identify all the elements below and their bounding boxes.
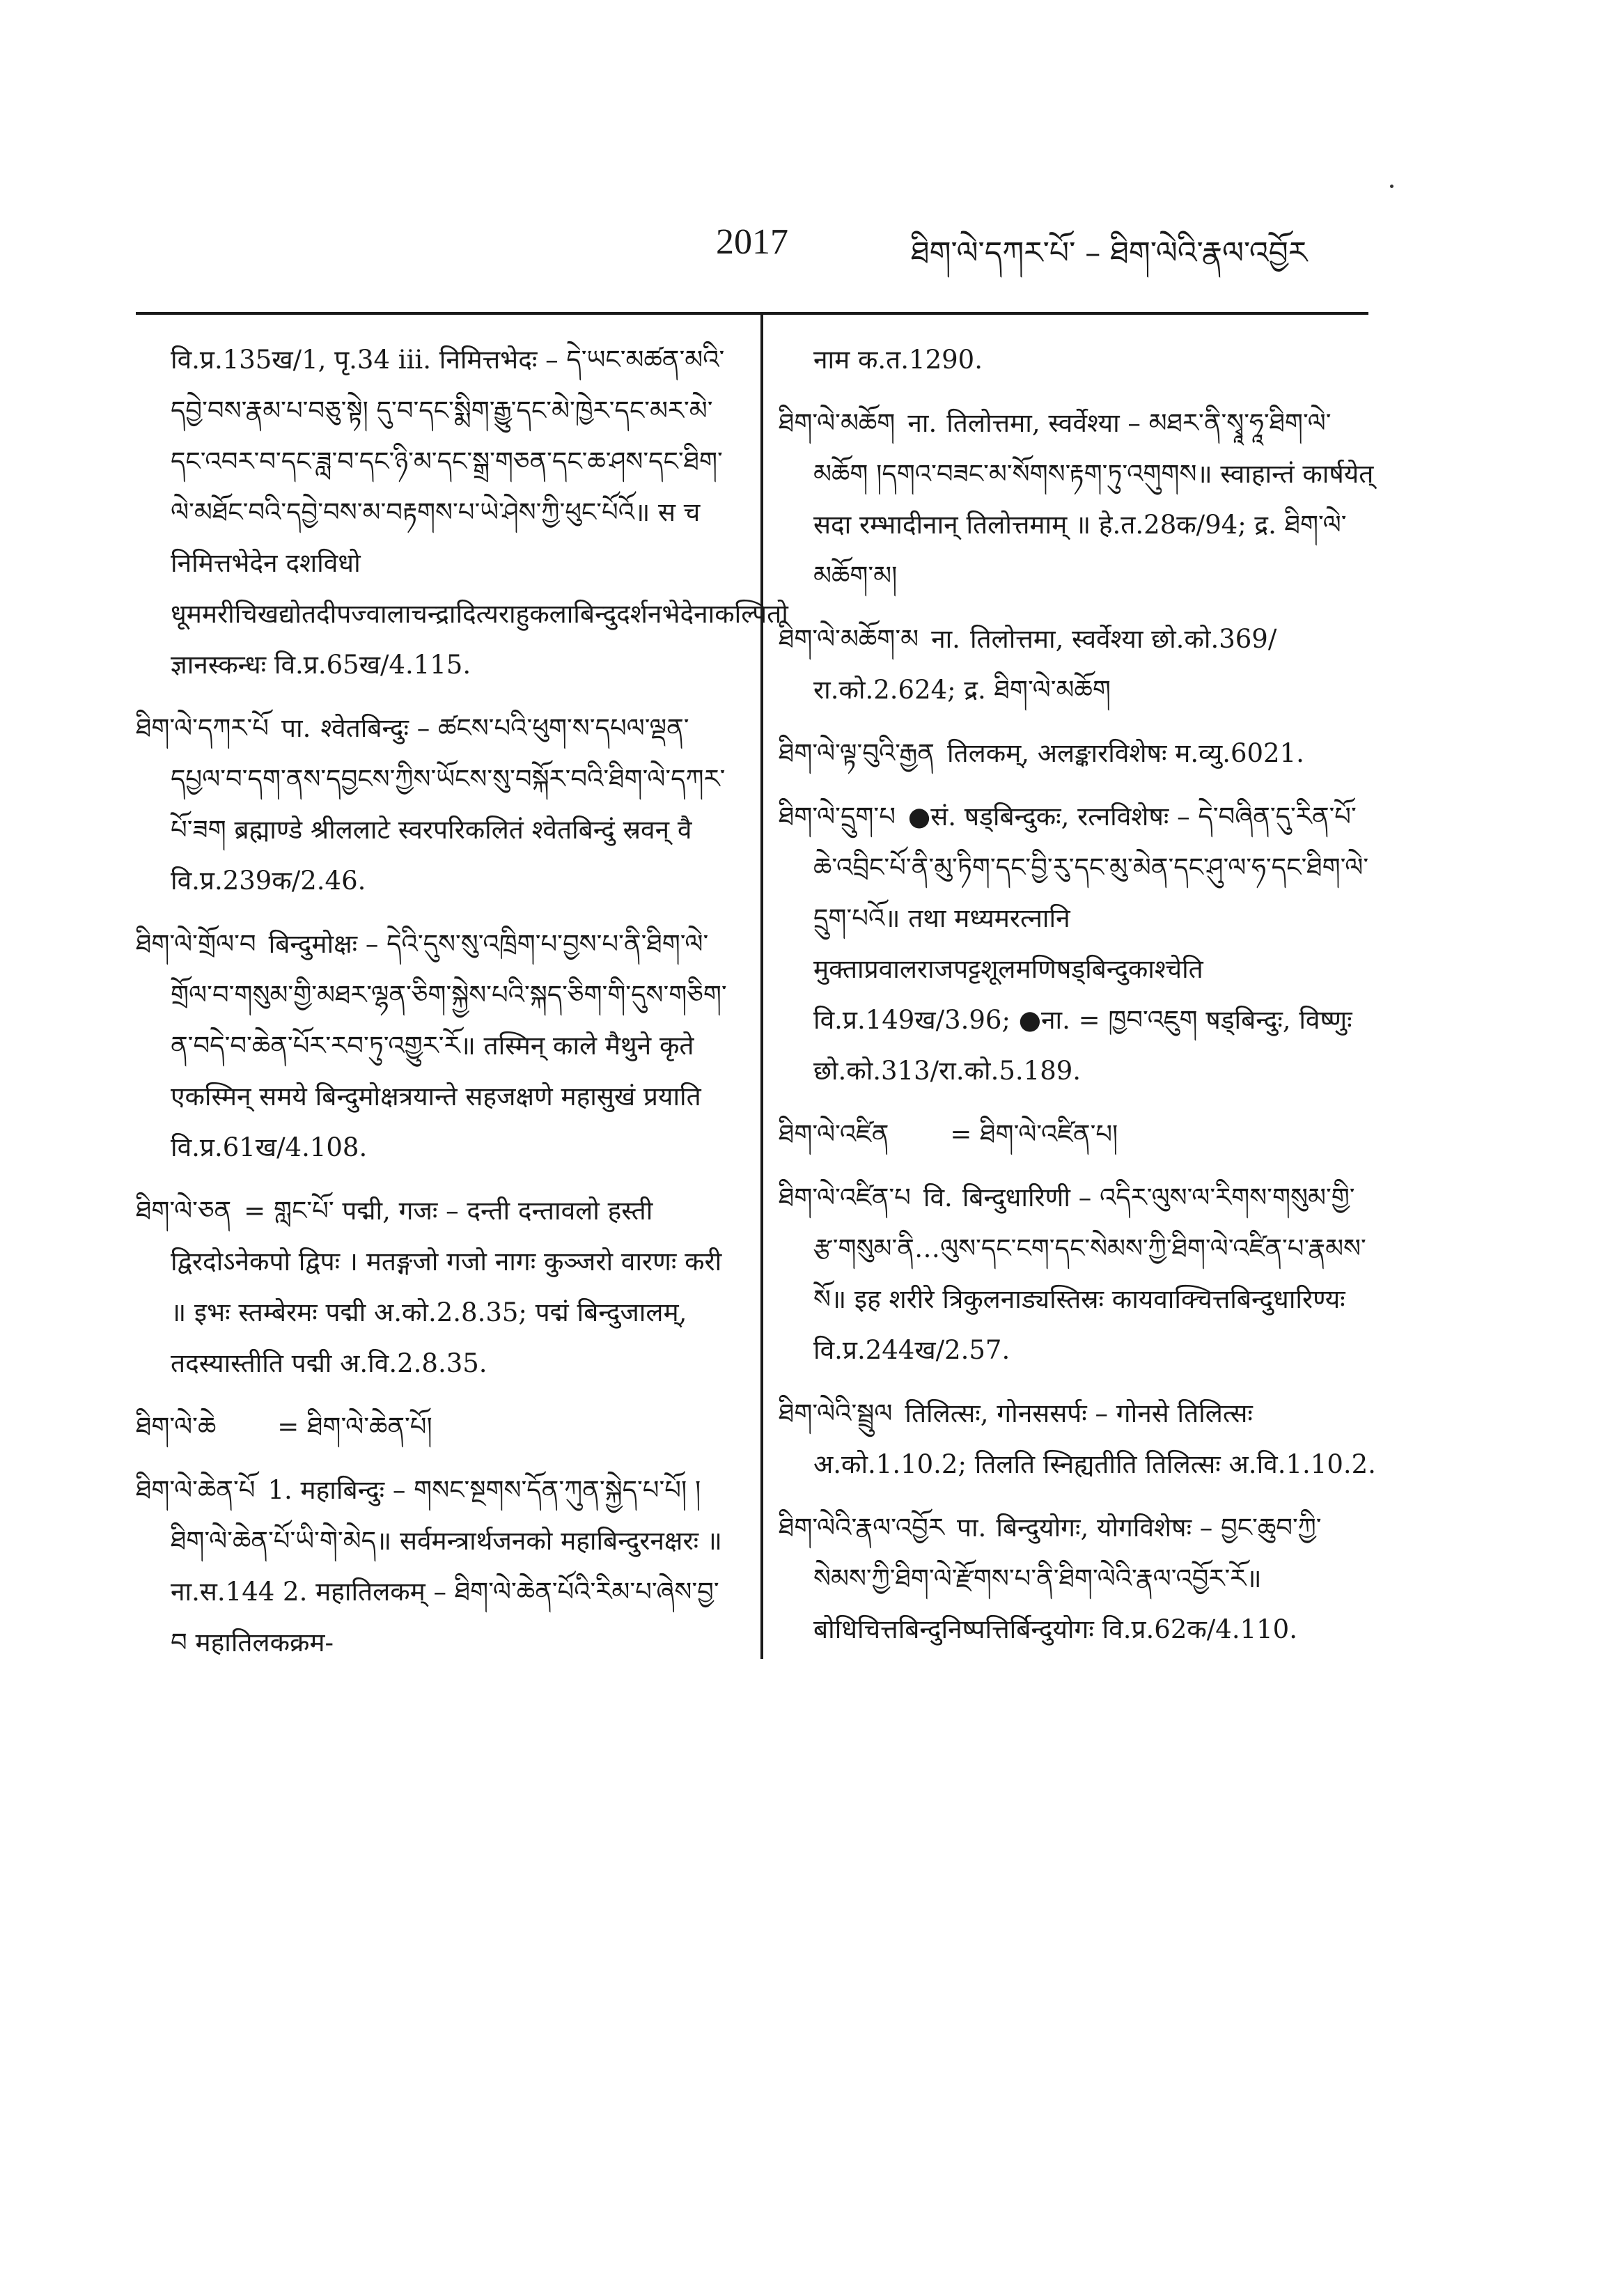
headword: ཐིག་ལེ་དྲུག་པ [779,802,896,832]
headword: ཐིག་ལེ་འཛིན [779,1119,889,1149]
grammar-tag: ना. [907,408,937,438]
headword: ཐིག་ལེའི་སྦྲུལ [779,1398,893,1428]
headword: ཐིག་ལེ་ཆེན་པོ [136,1475,256,1505]
headword: ཐིག་ལེ་དཀར་པོ [136,713,269,743]
dictionary-entry [779,728,1377,779]
dictionary-entry [136,1465,735,1668]
dictionary-entry [136,1401,735,1452]
dot-mark [1390,185,1393,188]
headword: ཐིག་ལེ་ཅན [136,1196,232,1226]
grammar-tag: पा. [281,713,311,743]
entry-text: = གླང་པོ་ पद्मी, गजः – दन्ती दन्तावलो हस्ती द्विरदोऽनेकपो द्विपः । मतङ्गजो गजो नागः कुञ्जरो वारणः करी ॥ इभः स्तम्बेरमः पद्मी अ.को.2.8.35; पद्मं बिन्दुजालम्, तदस्यास्तीति पद्मी अ.वि.2.8.35. [171,1196,722,1378]
running-head: ཐིག་ལེ་དཀར་པོ་ – ཐིག་ལེའི་རྣལ་འབྱོར [911,235,1308,271]
grammar-tag: वि. [923,1183,953,1212]
entry-text: = ཐིག་ལེ་འཛིན་པ། [950,1119,1118,1149]
entry-continuation [779,334,1377,385]
headword: ཐིག་ལེ་མཆོག་མ [779,624,919,654]
headword: ཐིག་ལེ་མཆོག [779,408,896,438]
dictionary-entry [136,703,735,906]
entry-text: नाम क.त.1290. [813,345,983,375]
entry-text: तिलित्सः, गोनससर्पः – गोनसे तिलित्सः अ.को.1.10.2; तिलति स्निह्यतीति तिलित्सः अ.वि.1.10.2. [813,1398,1376,1479]
dictionary-entry [136,1185,735,1389]
dictionary-entry [779,1172,1377,1375]
headword: ཐིག་ལེ་གྲོལ་བ [136,929,256,959]
page-number: 2017 [716,222,788,262]
entry-text: = ཐིག་ལེ་ཆེན་པོ། [277,1412,432,1442]
entry-text: श्वेतबिन्दुः – ཚངས་པའི་ཕུག་ས་དཔལ་ལྡན་དཔྱལ་བ་དག་ནས་དབྱངས་ཀྱིས་ཡོངས་སུ་བསྐོར་བའི་ཐིག་ལེ་དཀར་པོ་ཟག ब्रह्माण्डे श्रीललाटे स्वरपरिकलितं श्वेतबिन्दुं स्रवन् वै वि.प्र.239क/2.46. [171,713,726,896]
left-column [136,334,788,1680]
entry-text: 1. महाबिन्दुः – གསང་སྔགས་དོན་ཀུན་སྐྱེད་པ་པོ། །ཐིག་ལེ་ཆེན་པོ་ཡི་གེ་མེད॥ सर्वमन्त्रार्थजनको महाबिन्दुरनक्षरः ॥ ना.स.144 2. महातिलकम् – ཐིག་ལེ་ཆེན་པོའི་རིམ་པ་ཞེས་བྱ་བ महातिलकक्रम- [171,1475,722,1658]
entry-text: ●सं. षड्बिन्दुकः, रत्नविशेषः – དེ་བཞིན་དུ་རིན་པོ་ཆེ་འབྲིང་པོ་ནི་མུ་ཏིག་དང་བྱི་རུ་དང་མུ་མེན་དང་ཤུ་ལ་ཧ་དང་ཐིག་ལེ་དྲུག་པའོ॥ तथा मध्यमरत्नानि मुक्ताप्रवालराजपट्टशूलमणिषड्बिन्दुकाश्चेति वि.प्र.149ख/3.96; ●ना. = ཁྱབ་འཇུག षड्बिन्दुः, विष्णुः छो.को.313/रा.को.5.189. [813,802,1369,1086]
dictionary-entry [779,1388,1377,1490]
right-column [779,334,1377,1667]
entry-text: बिन्दुयोगः, योगविशेषः – བྱང་ཆུབ་ཀྱི་སེམས་ཀྱི་ཐིག་ལེ་རྫོགས་པ་ནི་ཐིག་ལེའི་རྣལ་འབྱོར་རོ॥ बोधिचित्तबिन्दुनिष्पत्तिर्बिन्दुयोगः वि.प्र.62क/4.110. [813,1513,1322,1644]
entry-text: वि.प्र.135ख/1, पृ.34 iii. निमित्तभेदः – དེ་ཡང་མཚན་མའི་དབྱེ་བས་རྣམ་པ་བཅུ་སྟེ། དུ་བ་དང་སྨིག་རྒྱུ་དང་མེ་ཁྱེར་དང་མར་མེ་དང་འབར་བ་དང་ཟླ་བ་དང་ཉི་མ་དང་སྒྲ་གཅན་དང་ཆ་ཤས་དང་ཐིག་ལེ་མཐོང་བའི་དབྱེ་བས་མ་བརྟགས་པ་ཡེ་ཤེས་ཀྱི་ཕུང་པོའོ॥ स च निमित्तभेदेन दशविधो धूममरीचिखद्योतदीपज्वालाचन्द्रादित्यराहुकलाबिन्दुदर्शनभेदेनाकल्पितो ज्ञानस्कन्धः वि.प्र.65ख/4.115. [171,345,788,680]
entry-text: बिन्दुमोक्षः – དེའི་དུས་སུ་འཁྲིག་པ་བྱས་པ་ནི་ཐིག་ལེ་གྲོལ་བ་གསུམ་གྱི་མཐར་ལྷན་ཅིག་སྐྱེས་པའི་སྐད་ཅིག་གི་དུས་གཅིག་ན་བདེ་བ་ཆེན་པོར་རབ་ཏུ་འགྱུར་རོ॥ तस्मिन् काले मैथुने कृते एकस्मिन् समये बिन्दुमोक्षत्रयान्ते सहजक्षणे महासुखं प्रयाति वि.प्र.61ख/4.108. [171,929,727,1162]
column-divider [760,315,763,1659]
grammar-tag: ना. [931,624,960,654]
dictionary-entry [779,791,1377,1096]
dictionary-entry [779,1502,1377,1655]
headword: ཐིག་ལེ་ལྟ་བུའི་རྒྱན [779,738,935,768]
headword: ཐིག་ལེའི་རྣལ་འབྱོར [779,1513,944,1543]
entry-text: बिन्दुधारिणी – འདིར་ལུས་ལ་རིགས་གསུམ་གྱི་རྩ་གསུམ་ནི…ལུས་དང་ངག་དང་སེམས་ཀྱི་ཐིག་ལེ་འཛིན་པ་རྣམས་སོ॥ इह शरीरे त्रिकुलनाड्यस्तिस्रः कायवाक्चित्तबिन्दुधारिण्यः वि.प्र.244ख/2.57. [813,1183,1366,1365]
entry-text: तिलकम्, अलङ्कारविशेषः म.व्यु.6021. [946,738,1304,768]
headword: ཐིག་ལེ་འཛིན་པ [779,1183,911,1212]
dictionary-entry [779,398,1377,601]
top-rule [136,312,1368,315]
entry-text: तिलोत्तमा, स्वर्वेश्या – མཐར་ནི་སྭཱ་ཧཱ་ཐིག་ལེ་མཆོག །དགའ་བཟང་མ་སོགས་རྟག་ཏུ་འགུགས॥ स्वाहान्तं कार्षयेत् सदा रम्भादीनान् तिलोत्तमाम् ॥ हे.त.28क/94; द्र. ཐིག་ལེ་མཆོག་མ། [813,408,1374,591]
dictionary-entry [779,614,1377,715]
dictionary-entry [136,919,735,1173]
dictionary-entry [779,1109,1377,1160]
headword: ཐིག་ལེ་ཆེ [136,1412,217,1442]
entry-text: तिलोत्तमा, स्वर्वेश्या छो.को.369/रा.को.2.624; द्र. ཐིག་ལེ་མཆོག [813,624,1277,705]
grammar-tag: पा. [956,1513,987,1543]
entry-continuation [136,334,788,690]
